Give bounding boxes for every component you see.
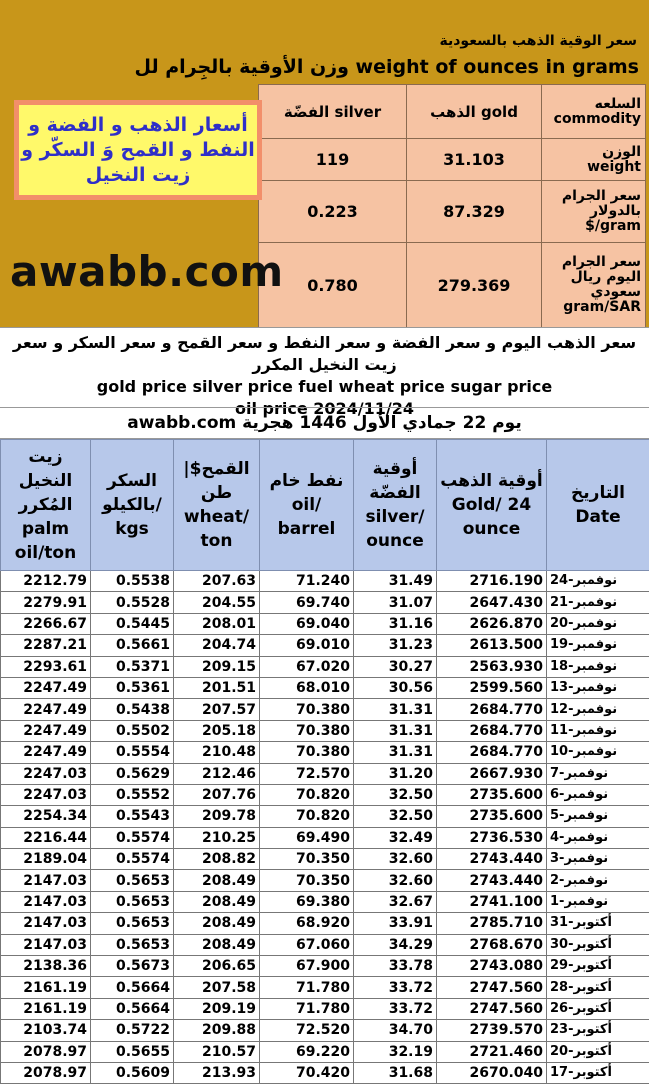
- header-panel: [0, 0, 649, 327]
- table-row: [1, 699, 649, 720]
- cell-palm: 2161.19: [1, 977, 91, 998]
- cell-gold: 2735.600: [437, 784, 547, 805]
- cell-silver: 31.31: [354, 699, 437, 720]
- col-palm-oil: زيت النخيل المُكرر palm oil/ton: [1, 440, 91, 571]
- cell-gold: 2739.570: [437, 1020, 547, 1041]
- cell-silver: 33.91: [354, 913, 437, 934]
- cell-sugar: 0.5655: [91, 1041, 174, 1062]
- cell-wheat: 207.58: [174, 977, 260, 998]
- cell-oil: 70.350: [260, 870, 354, 891]
- prices-badge-text: أسعار الذهب و الفضة و النفط و القمح وَ السكّر و زيت النخيل: [19, 105, 257, 195]
- site-name[interactable]: awabb.com: [10, 247, 284, 296]
- cell-palm: 2147.03: [1, 934, 91, 955]
- cell-wheat: 207.63: [174, 571, 260, 592]
- cell-wheat: 208.82: [174, 849, 260, 870]
- cell-palm: 2254.34: [1, 806, 91, 827]
- cell-palm: 2247.49: [1, 742, 91, 763]
- cell-date: 31-أكتوبر: [547, 913, 649, 934]
- prices-table: [0, 439, 649, 1084]
- cell-oil: 67.900: [260, 956, 354, 977]
- table-row: [1, 677, 649, 698]
- cell-date: 6-نوفمبر: [547, 784, 649, 805]
- table-row: [1, 870, 649, 891]
- cell-gold: 2743.440: [437, 870, 547, 891]
- cell-silver: 32.60: [354, 870, 437, 891]
- cell-date: 11-نوفمبر: [547, 720, 649, 741]
- cell-oil: 72.570: [260, 763, 354, 784]
- cell-gold: 2684.770: [437, 699, 547, 720]
- cell-oil: 70.420: [260, 1062, 354, 1083]
- cell-wheat: 209.78: [174, 806, 260, 827]
- cell-oil: 70.380: [260, 720, 354, 741]
- cell-oil: 69.220: [260, 1041, 354, 1062]
- cell-silver: 32.67: [354, 891, 437, 912]
- cell-gold: 2684.770: [437, 742, 547, 763]
- cell-date: 21-نوفمبر: [547, 592, 649, 613]
- cell-sugar: 0.5673: [91, 956, 174, 977]
- cell-sugar: 0.5438: [91, 699, 174, 720]
- cell-sugar: 0.5722: [91, 1020, 174, 1041]
- cell-silver: 31.68: [354, 1062, 437, 1083]
- table-row: [1, 998, 649, 1019]
- cell-wheat: 208.01: [174, 613, 260, 634]
- table-row: [1, 763, 649, 784]
- cell-palm: 2147.03: [1, 870, 91, 891]
- cell-gold: 2741.100: [437, 891, 547, 912]
- cell-palm: 2266.67: [1, 613, 91, 634]
- table-row: [1, 720, 649, 741]
- headline: [0, 327, 649, 407]
- table-row: [1, 1041, 649, 1062]
- cell-gold: 2684.770: [437, 720, 547, 741]
- cell-gold: 2716.190: [437, 571, 547, 592]
- cell-gold: 2599.560: [437, 677, 547, 698]
- cell-gold: 2670.040: [437, 1062, 547, 1083]
- cell-oil: 69.740: [260, 592, 354, 613]
- cell-silver: 33.78: [354, 956, 437, 977]
- info-col-silver: الفضّة silver: [259, 85, 407, 139]
- table-row: [1, 934, 649, 955]
- cell-gold: 2667.930: [437, 763, 547, 784]
- cell-silver: 31.31: [354, 720, 437, 741]
- cell-silver: 32.60: [354, 849, 437, 870]
- cell-wheat: 206.65: [174, 956, 260, 977]
- cell-palm: 2147.03: [1, 913, 91, 934]
- cell-wheat: 209.88: [174, 1020, 260, 1041]
- cell-gold: 2721.460: [437, 1041, 547, 1062]
- title-weight-ounces: وزن الأوقية بالجِرام لل weight of ounces in grams: [134, 56, 639, 78]
- table-row: [1, 913, 649, 934]
- cell-silver: 33.72: [354, 977, 437, 998]
- table-row: [1, 784, 649, 805]
- table-row: [1, 827, 649, 848]
- cell-date: 5-نوفمبر: [547, 806, 649, 827]
- cell-sugar: 0.5552: [91, 784, 174, 805]
- table-row: [1, 956, 649, 977]
- cell-wheat: 212.46: [174, 763, 260, 784]
- col-gold: أوقية الذهب Gold/ 24 ounce: [437, 440, 547, 571]
- cell-wheat: 210.57: [174, 1041, 260, 1062]
- cell-date: 2-نوفمبر: [547, 870, 649, 891]
- cell-palm: 2103.74: [1, 1020, 91, 1041]
- cell-sugar: 0.5653: [91, 891, 174, 912]
- cell-date: 20-نوفمبر: [547, 613, 649, 634]
- cell-gold: 2785.710: [437, 913, 547, 934]
- cell-palm: 2216.44: [1, 827, 91, 848]
- cell-palm: 2287.21: [1, 635, 91, 656]
- cell-date: 29-أكتوبر: [547, 956, 649, 977]
- prices-badge: [14, 100, 262, 200]
- cell-silver: 31.49: [354, 571, 437, 592]
- table-row: [1, 1062, 649, 1083]
- usd-silver: 0.223: [259, 181, 407, 243]
- cell-gold: 2747.560: [437, 998, 547, 1019]
- cell-silver: 31.07: [354, 592, 437, 613]
- cell-wheat: 209.19: [174, 998, 260, 1019]
- cell-wheat: 210.48: [174, 742, 260, 763]
- cell-date: 17-أكتوبر: [547, 1062, 649, 1083]
- cell-palm: 2247.49: [1, 677, 91, 698]
- cell-wheat: 208.49: [174, 934, 260, 955]
- headline-english-2: oil price 2024/11/24: [235, 399, 414, 418]
- col-sugar: السكر بالكيلو/ kgs: [91, 440, 174, 571]
- usd-gold: 87.329: [407, 181, 542, 243]
- cell-oil: 72.520: [260, 1020, 354, 1041]
- cell-sugar: 0.5528: [91, 592, 174, 613]
- weight-silver: 119: [259, 139, 407, 181]
- cell-silver: 30.27: [354, 656, 437, 677]
- cell-gold: 2563.930: [437, 656, 547, 677]
- table-row: [1, 891, 649, 912]
- cell-palm: 2293.61: [1, 656, 91, 677]
- table-row: [1, 742, 649, 763]
- cell-sugar: 0.5653: [91, 934, 174, 955]
- cell-wheat: 208.49: [174, 870, 260, 891]
- weight-gold: 31.103: [407, 139, 542, 181]
- cell-date: 20-أكتوبر: [547, 1041, 649, 1062]
- cell-oil: 67.020: [260, 656, 354, 677]
- cell-silver: 34.70: [354, 1020, 437, 1041]
- title-arabic: سعر الوقية الذهب بالسعودية: [439, 33, 637, 49]
- row-sar-label: سعر الجرام اليوم ريال سعودي gram/SAR: [542, 243, 646, 328]
- cell-date: 19-نوفمبر: [547, 635, 649, 656]
- cell-oil: 70.380: [260, 699, 354, 720]
- cell-wheat: 207.57: [174, 699, 260, 720]
- cell-gold: 2743.440: [437, 849, 547, 870]
- info-col-commodity: السلعه commodity: [542, 85, 646, 139]
- cell-sugar: 0.5502: [91, 720, 174, 741]
- cell-silver: 30.56: [354, 677, 437, 698]
- cell-oil: 69.040: [260, 613, 354, 634]
- cell-date: 1-نوفمبر: [547, 891, 649, 912]
- cell-wheat: 208.49: [174, 913, 260, 934]
- col-wheat: القمح$| طن wheat/ ton: [174, 440, 260, 571]
- cell-palm: 2078.97: [1, 1062, 91, 1083]
- cell-silver: 31.20: [354, 763, 437, 784]
- cell-date: 10-نوفمبر: [547, 742, 649, 763]
- cell-silver: 32.50: [354, 784, 437, 805]
- col-silver: أوقية الفضّة silver/ ounce: [354, 440, 437, 571]
- cell-oil: 70.350: [260, 849, 354, 870]
- cell-silver: 32.50: [354, 806, 437, 827]
- cell-silver: 34.29: [354, 934, 437, 955]
- cell-oil: 68.920: [260, 913, 354, 934]
- cell-oil: 69.010: [260, 635, 354, 656]
- sar-gold: 279.369: [407, 243, 542, 328]
- cell-date: 7-نوفمبر: [547, 763, 649, 784]
- cell-palm: 2247.03: [1, 784, 91, 805]
- cell-gold: 2747.560: [437, 977, 547, 998]
- cell-wheat: 207.76: [174, 784, 260, 805]
- table-row: [1, 613, 649, 634]
- cell-sugar: 0.5543: [91, 806, 174, 827]
- cell-oil: 69.490: [260, 827, 354, 848]
- cell-palm: 2279.91: [1, 592, 91, 613]
- cell-date: 12-نوفمبر: [547, 699, 649, 720]
- cell-gold: 2647.430: [437, 592, 547, 613]
- cell-oil: 68.010: [260, 677, 354, 698]
- cell-wheat: 213.93: [174, 1062, 260, 1083]
- info-col-gold: الذهب gold: [407, 85, 542, 139]
- cell-sugar: 0.5371: [91, 656, 174, 677]
- cell-gold: 2768.670: [437, 934, 547, 955]
- cell-wheat: 210.25: [174, 827, 260, 848]
- cell-sugar: 0.5574: [91, 849, 174, 870]
- cell-date: 24-نوفمبر: [547, 571, 649, 592]
- cell-silver: 32.49: [354, 827, 437, 848]
- cell-date: 4-نوفمبر: [547, 827, 649, 848]
- cell-palm: 2247.49: [1, 699, 91, 720]
- cell-sugar: 0.5664: [91, 998, 174, 1019]
- cell-oil: 67.060: [260, 934, 354, 955]
- cell-palm: 2078.97: [1, 1041, 91, 1062]
- cell-wheat: 205.18: [174, 720, 260, 741]
- row-weight-label: الوزن weight: [542, 139, 646, 181]
- cell-sugar: 0.5653: [91, 913, 174, 934]
- col-date: التاريخ Date: [547, 440, 649, 571]
- headline-english: gold price silver price fuel wheat price sugar price: [97, 377, 552, 396]
- cell-palm: 2161.19: [1, 998, 91, 1019]
- cell-oil: 71.240: [260, 571, 354, 592]
- cell-sugar: 0.5574: [91, 827, 174, 848]
- cell-palm: 2212.79: [1, 571, 91, 592]
- cell-date: 30-أكتوبر: [547, 934, 649, 955]
- headline-arabic: سعر الذهب اليوم و سعر الفضة و سعر النفط و سعر القمح و سعر السكر و سعر زيت النخيل المكرر: [6, 332, 643, 376]
- cell-silver: 31.31: [354, 742, 437, 763]
- cell-sugar: 0.5664: [91, 977, 174, 998]
- cell-palm: 2147.03: [1, 891, 91, 912]
- table-row: [1, 592, 649, 613]
- cell-wheat: 209.15: [174, 656, 260, 677]
- table-row: [1, 849, 649, 870]
- cell-silver: 33.72: [354, 998, 437, 1019]
- weight-price-table: [258, 84, 646, 328]
- cell-palm: 2247.03: [1, 763, 91, 784]
- cell-gold: 2626.870: [437, 613, 547, 634]
- cell-date: 3-نوفمبر: [547, 849, 649, 870]
- cell-date: 23-أكتوبر: [547, 1020, 649, 1041]
- col-oil: نفط خام oil/ barrel: [260, 440, 354, 571]
- cell-sugar: 0.5661: [91, 635, 174, 656]
- row-usd-label: سعر الجرام بالدولار gram/$: [542, 181, 646, 243]
- table-row: [1, 977, 649, 998]
- cell-date: 28-أكتوبر: [547, 977, 649, 998]
- cell-sugar: 0.5653: [91, 870, 174, 891]
- cell-silver: 31.23: [354, 635, 437, 656]
- cell-sugar: 0.5554: [91, 742, 174, 763]
- cell-sugar: 0.5629: [91, 763, 174, 784]
- cell-palm: 2138.36: [1, 956, 91, 977]
- cell-wheat: 204.74: [174, 635, 260, 656]
- cell-gold: 2736.530: [437, 827, 547, 848]
- cell-oil: 70.820: [260, 784, 354, 805]
- cell-date: 26-أكتوبر: [547, 998, 649, 1019]
- cell-oil: 69.380: [260, 891, 354, 912]
- sar-silver: 0.780: [259, 243, 407, 328]
- cell-oil: 70.820: [260, 806, 354, 827]
- cell-gold: 2735.600: [437, 806, 547, 827]
- cell-palm: 2247.49: [1, 720, 91, 741]
- cell-sugar: 0.5538: [91, 571, 174, 592]
- cell-wheat: 208.49: [174, 891, 260, 912]
- hijri-date: awabb.com يوم 22 جمادي الأول 1446 هجرية: [0, 407, 649, 439]
- cell-sugar: 0.5609: [91, 1062, 174, 1083]
- table-row: [1, 571, 649, 592]
- cell-silver: 31.16: [354, 613, 437, 634]
- table-row: [1, 1020, 649, 1041]
- cell-date: 13-نوفمبر: [547, 677, 649, 698]
- table-row: [1, 635, 649, 656]
- cell-gold: 2743.080: [437, 956, 547, 977]
- cell-silver: 32.19: [354, 1041, 437, 1062]
- table-row: [1, 656, 649, 677]
- cell-date: 18-نوفمبر: [547, 656, 649, 677]
- cell-sugar: 0.5361: [91, 677, 174, 698]
- table-row: [1, 806, 649, 827]
- cell-wheat: 204.55: [174, 592, 260, 613]
- cell-sugar: 0.5445: [91, 613, 174, 634]
- cell-oil: 71.780: [260, 977, 354, 998]
- cell-oil: 70.380: [260, 742, 354, 763]
- cell-wheat: 201.51: [174, 677, 260, 698]
- cell-palm: 2189.04: [1, 849, 91, 870]
- cell-oil: 71.780: [260, 998, 354, 1019]
- cell-gold: 2613.500: [437, 635, 547, 656]
